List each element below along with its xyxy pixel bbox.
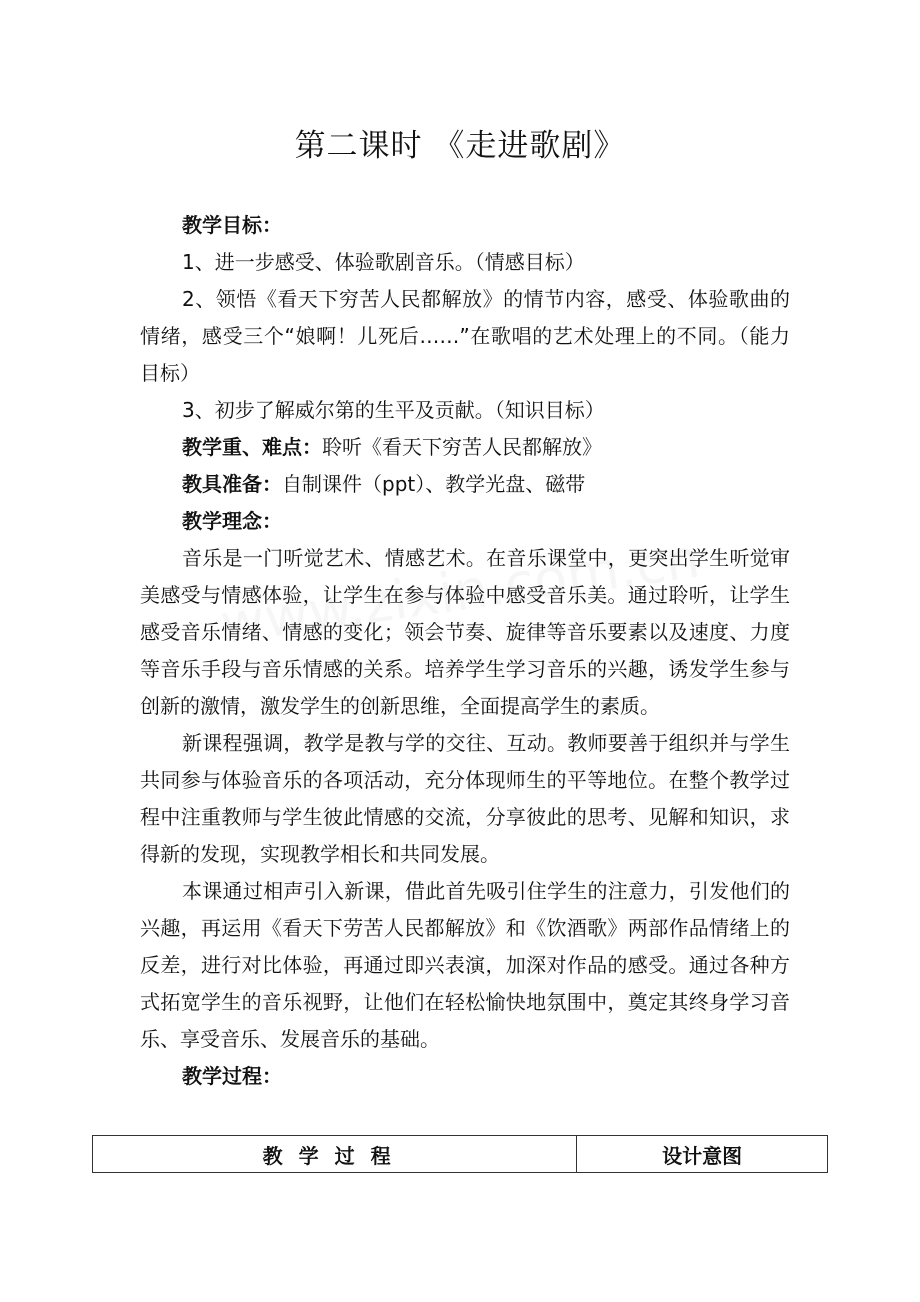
page-title: 第二课时 《走进歌剧》 bbox=[294, 128, 626, 164]
key-points-label: 教学重、难点： bbox=[182, 435, 322, 459]
goal-item: 2、领悟《看天下穷苦人民都解放》的情节内容，感受、体验歌曲的情绪，感受三个“娘啊！儿死后……”在歌唱的艺术处理上的不同。（能力目标） bbox=[140, 287, 790, 385]
process-table bbox=[92, 1135, 828, 1173]
document-body bbox=[140, 207, 790, 1095]
philosophy-paragraph: 本课通过相声引入新课，借此首先吸引住学生的注意力，引发他们的兴趣，再运用《看天下劳苦人民都解放》和《饮酒歌》两部作品情绪上的反差，进行对比体验，再通过即兴表演，加深对作品的感受。通过各种方式拓宽学生的音乐视野，让他们在轻松愉快地氛围中，奠定其终身学习音乐、享受音乐、发展音乐的基础。 bbox=[140, 879, 790, 1051]
goals-heading: 教学目标： bbox=[182, 213, 282, 237]
goal-item: 3、初步了解威尔第的生平及贡献。（知识目标） bbox=[182, 398, 605, 422]
philosophy-heading: 教学理念： bbox=[182, 509, 282, 533]
table-header-intent: 设计意图 bbox=[577, 1136, 828, 1173]
tools-label: 教具准备： bbox=[182, 472, 282, 496]
philosophy-paragraph: 新课程强调，教学是教与学的交往、互动。教师要善于组织并与学生共同参与体验音乐的各项活动，充分体现师生的平等地位。在整个教学过程中注重教师与学生彼此情感的交流，分享彼此的思考、见解和知识，求得新的发现，实现教学相长和共同发展。 bbox=[140, 731, 790, 866]
process-heading: 教学过程： bbox=[182, 1064, 282, 1088]
goal-item: 1、进一步感受、体验歌剧音乐。（情感目标） bbox=[182, 250, 585, 274]
tools-text: 自制课件（ppt）、教学光盘、磁带 bbox=[282, 472, 586, 496]
tools-line bbox=[140, 466, 790, 503]
table-header-row bbox=[93, 1136, 828, 1173]
key-points-line bbox=[140, 429, 790, 466]
key-points-text: 聆听《看天下穷苦人民都解放》 bbox=[322, 435, 602, 459]
table-header-process: 教学过程 bbox=[93, 1136, 577, 1173]
philosophy-paragraph: 音乐是一门听觉艺术、情感艺术。在音乐课堂中，更突出学生听觉审美感受与情感体验，让学生在参与体验中感受音乐美。通过聆听，让学生感受音乐情绪、情感的变化；领会节奏、旋律等音乐要素以及速度、力度等音乐手段与音乐情感的关系。培养学生学习音乐的兴趣，诱发学生参与创新的激情，激发学生的创新思维，全面提高学生的素质。 bbox=[140, 546, 790, 718]
